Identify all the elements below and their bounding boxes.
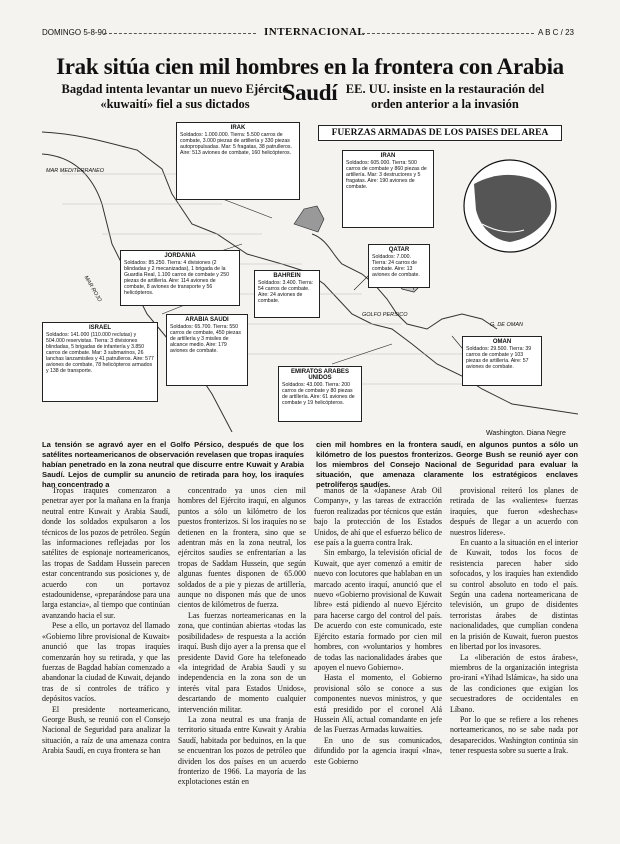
article-column-3 <box>314 486 442 767</box>
map-infographic <box>42 114 578 432</box>
box-iran-text: Soldados: 605.000. Tierra: 500 carros de combate y 860 piezas de artillería. Mar: 3 destructores y 5 fragatas. Aire: 190 aviones de combate. <box>346 160 427 190</box>
paragraph: La «liberación de estos árabes», miembros de la organización integrista pro-iraní «Yihad Islámica», ha sido una de las condiciones que exigían los secuestradores de occidentales en Líbano. <box>450 652 578 714</box>
label-persian-gulf: GOLFO PERSICO <box>362 312 408 318</box>
box-irak <box>176 122 300 200</box>
paragraph: El presidente norteamericano, George Bush, se reunió con el Consejo Nacional de Seguridad para analizar la situación, a raíz de una amenaza contra Arabia Saudí, en cuya frontera se han <box>42 704 170 756</box>
lead-left: La tensión se agravó ayer en el Golfo Pérsico, después de que los satélites norteamericanos de observación revelasen que tropas iraquíes habían penetrado en la zona neutral que discurre entre Kuwait y Arabia Saudí. Lejos de cumplir su anuncio de retirada para hoy, los iraquíes han concentrado a <box>42 440 304 489</box>
subhead-left: Bagdad intenta levantar un nuevo Ejército «kuwaití» fiel a sus dictados <box>61 82 289 111</box>
subhead-right: EE. UU. insiste en la restauración del orden anterior a la invasión <box>345 82 545 111</box>
box-arabia-text: Soldados: 65.700. Tierra: 550 carros de combate, 450 piezas de artillería y 3 misiles de alcance medio. Aire: 179 aviones de combate. <box>170 324 241 354</box>
paragraph: En uno de sus comunicados, difundido por la agencia iraquí «Ina», este Gobierno <box>314 735 442 766</box>
section-name: INTERNACIONAL <box>264 26 366 38</box>
box-israel-title: ISRAEL <box>88 325 111 331</box>
box-emiratos-text: Soldados: 43.000. Tierra: 200 carros de combate y 80 piezas de artillería. Aire: 61 aviones de combate y 19 helicópteros. <box>282 382 355 406</box>
paragraph: Hasta el momento, el Gobierno provisional sólo se conoce a sus componentes nuevos ministros, y que está presidido por el coronel Alá Hussein Alí, actual comandante en jefe de las Fuerzas Armadas kuwaitíes. <box>314 673 442 735</box>
box-irak-title: IRAK <box>230 125 246 131</box>
page-header <box>42 26 574 40</box>
box-irak-text: Soldados: 1.000.000. Tierra: 5.500 carros de combate, 3.000 piezas de artillería y 330 piezas autopropulsadas. Mar: 5 fragatas, 38 patrulleros. Aire: 513 aviones de combate, 160 helicópteros. <box>180 132 292 156</box>
box-oman-text: Soldados: 29.500. Tierra: 39 carros de combate y 103 piezas de artillería. Aire: 57 aviones de combate. <box>466 346 532 370</box>
box-bahrein <box>254 270 320 318</box>
box-oman-title: OMAN <box>492 339 512 345</box>
article-column-1 <box>42 486 170 757</box>
header-rule-right <box>362 33 534 34</box>
box-qatar-text: Soldados: 7.000. Tierra: 24 carros de combate. Aire: 13 aviones de combate. <box>372 254 420 278</box>
paragraph: Pese a ello, un portavoz del llamado «Gobierno libre provisional de Kuwait» anunció que las tropas iraquíes comenzarán hoy su retirada, y que las fuerzas de Bagdad habían comenzado a abandonar la ciudad de Kuwait, dejando tras de sí controles de tráfico y depósitos vacíos. <box>42 621 170 704</box>
article-column-4 <box>450 486 578 757</box>
box-israel <box>42 322 158 402</box>
headline: Irak sitúa cien mil hombres en la frontera con Arabia Saudí <box>56 54 564 105</box>
box-emiratos-title: EMIRATOS ARABES UNIDOS <box>291 369 349 381</box>
header-rule-left <box>104 33 256 34</box>
paragraph: En cuanto a la situación en el interior de Kuwait, todos los focos de resistencia parecen haber sido sofocados, y los iraquíes han extendido su control absoluto en todo el país. Según una cadena norteamericana de televisión, un grupo de disidentes terroristas árabes de distintas nacionalidades, que cumplían condena en la prisión de Kuwait, fueron puestos en libertad por los invasores. <box>450 538 578 652</box>
box-qatar-title: QATAR <box>388 247 410 253</box>
box-arabia-saudi <box>166 314 248 386</box>
label-red-sea: MAR ROJO <box>82 274 103 304</box>
box-jordania-title: JORDANIA <box>164 253 196 259</box>
box-bahrein-text: Soldados: 3.400. Tierra: 54 carros de combate. Aire: 24 aviones de combate. <box>258 280 314 304</box>
label-gulf-oman: G. DE OMAN <box>490 322 524 328</box>
paragraph: Tropas iraquíes comenzaron a penetrar ayer por la mañana en la franja neutral entre Kuwait y Arabia Saudí, donde los soldados expulsaron a los técnicos de los pozos de petróleo. Según las informaciones reflejadas por los satélites de espionaje norteamericanos, las tropas de Saddam Hussein parecen estar concentrando sus posiciones y, de acuerdo con un portavoz estadounidense, «preparándose para una larga estancia», al tiempo que continúan avanzando hacia el sur. <box>42 486 170 620</box>
box-qatar <box>368 244 430 288</box>
issue-date: DOMINGO 5-8-90 <box>42 28 107 37</box>
box-bahrein-title: BAHREIN <box>273 273 301 279</box>
page-number: A B C / 23 <box>537 28 574 37</box>
box-iran <box>342 150 434 228</box>
photo-credit: Washington. Diana Negre <box>486 430 566 437</box>
paragraph: concentrado ya unos cien mil hombres del Ejército iraquí, en algunos puntos a sólo un kilómetro de los puestos fronterizos. Si los iraquíes no se detienen en la frontera, sino que se adentran más en la zona neutral, los ejércitos saudíes se enfrentarían a las tropas de Saddam Hussein, que según algunas fuentes disponen de 65.000 soldados de a pie y piezas de artillería, aunque no disponen más que de unos cientos de kilómetros de fuerza. <box>178 486 306 610</box>
box-emiratos <box>278 366 362 422</box>
paragraph: La zona neutral es una franja de territorio situada entre Kuwait y Arabia Saudí, habitada por beduinos, en la que se encuentran los pozos de petróleo que dividen los dos países en un acuerdo fronterizo de 1966. La mayoría de las explotaciones están en <box>178 714 306 787</box>
paragraph: manos de la «Japanese Arab Oil Company», y las tareas de extracción fueron realizadas por técnicos que están bajo la protección de los Estados Unidos, de ahí que el esfuerzo bélico de ese país a la guerra contra Irak. <box>314 486 442 548</box>
paragraph: Por lo que se refiere a los rehenes norteamericanos, no se sabe nada por desaparecidos. Washington continúa sin tener respuesta sobre su suerte a Irak. <box>450 714 578 756</box>
box-jordania-text: Soldados: 85.250. Tierra: 4 divisiones (2 blindadas y 2 mecanizadas), 1 brigada de la Guardia Real, 1.100 carros de combate y 250 piezas de artillería. Aire: 114 aviones de combate, 8 aviones de transporte y 56 helicópteros. <box>124 260 229 296</box>
paragraph: Sin embargo, la televisión oficial de Kuwait, que ayer comenzó a emitir de nuevo con locutores que hablaban en un marcado acento iraquí, anunció que el nuevo «Gobierno provisional de Kuwait libre» está pidiendo al nuevo Ejército para hacerse cargo del control del país. De acuerdo con este comunicado, este Ejército estaría formado por cien mil hombres, con «voluntarios y hombres de todas las nacionalidades árabes que apoyen el nuevo Gobierno». <box>314 548 442 672</box>
article-column-2 <box>178 486 306 788</box>
box-jordania <box>120 250 240 306</box>
box-arabia-title: ARABIA SAUDI <box>185 317 229 323</box>
label-mediterranean: MAR MEDITERRANEO <box>46 168 105 174</box>
box-israel-text: Soldados: 141.000 (110.000 reclutas) y 504.000 reservistas. Tierra: 3 divisiones blindadas, 5 brigadas de infantería y 3.850 carros de combate. Mar: 3 submarinos, 26 lanchas lanzamisiles y 41 patrulleros. Aire: 577 aviones de combate, 78 helicópteros armados y 138 de transporte. <box>46 332 154 374</box>
paragraph: provisional reiteró los planes de retirada de las «valientes» fuerzas iraquíes, que fueron «deshechas» después de llegar a un acuerdo con nuestros líderes». <box>450 486 578 537</box>
lead-right: cien mil hombres en la frontera saudí, en algunos puntos a sólo un kilómetro de los puestos fronterizos. George Bush se reunió ayer con los miembros del Consejo Nacional de Seguridad para evaluar la situación, que amenaza claramente los estratégicos enclaves petrolíferos saudíes. <box>316 440 578 489</box>
box-iran-title: IRAN <box>380 153 396 159</box>
paragraph: Las fuerzas norteamericanas en la zona, que continúan abiertas «todas las posibilidades» de respuesta a la acción iraquí. Bush dijo ayer a la prensa que el presidente David Gore ha telefoneado «la integridad de Arabia Saudí y su independencia en la zona son de un interés vital para Estados Unidos», descartando de momento cualquier intervención militar. <box>178 610 306 714</box>
box-oman <box>462 336 542 386</box>
map-title: FUERZAS ARMADAS DE LOS PAISES DEL AREA <box>318 125 562 141</box>
